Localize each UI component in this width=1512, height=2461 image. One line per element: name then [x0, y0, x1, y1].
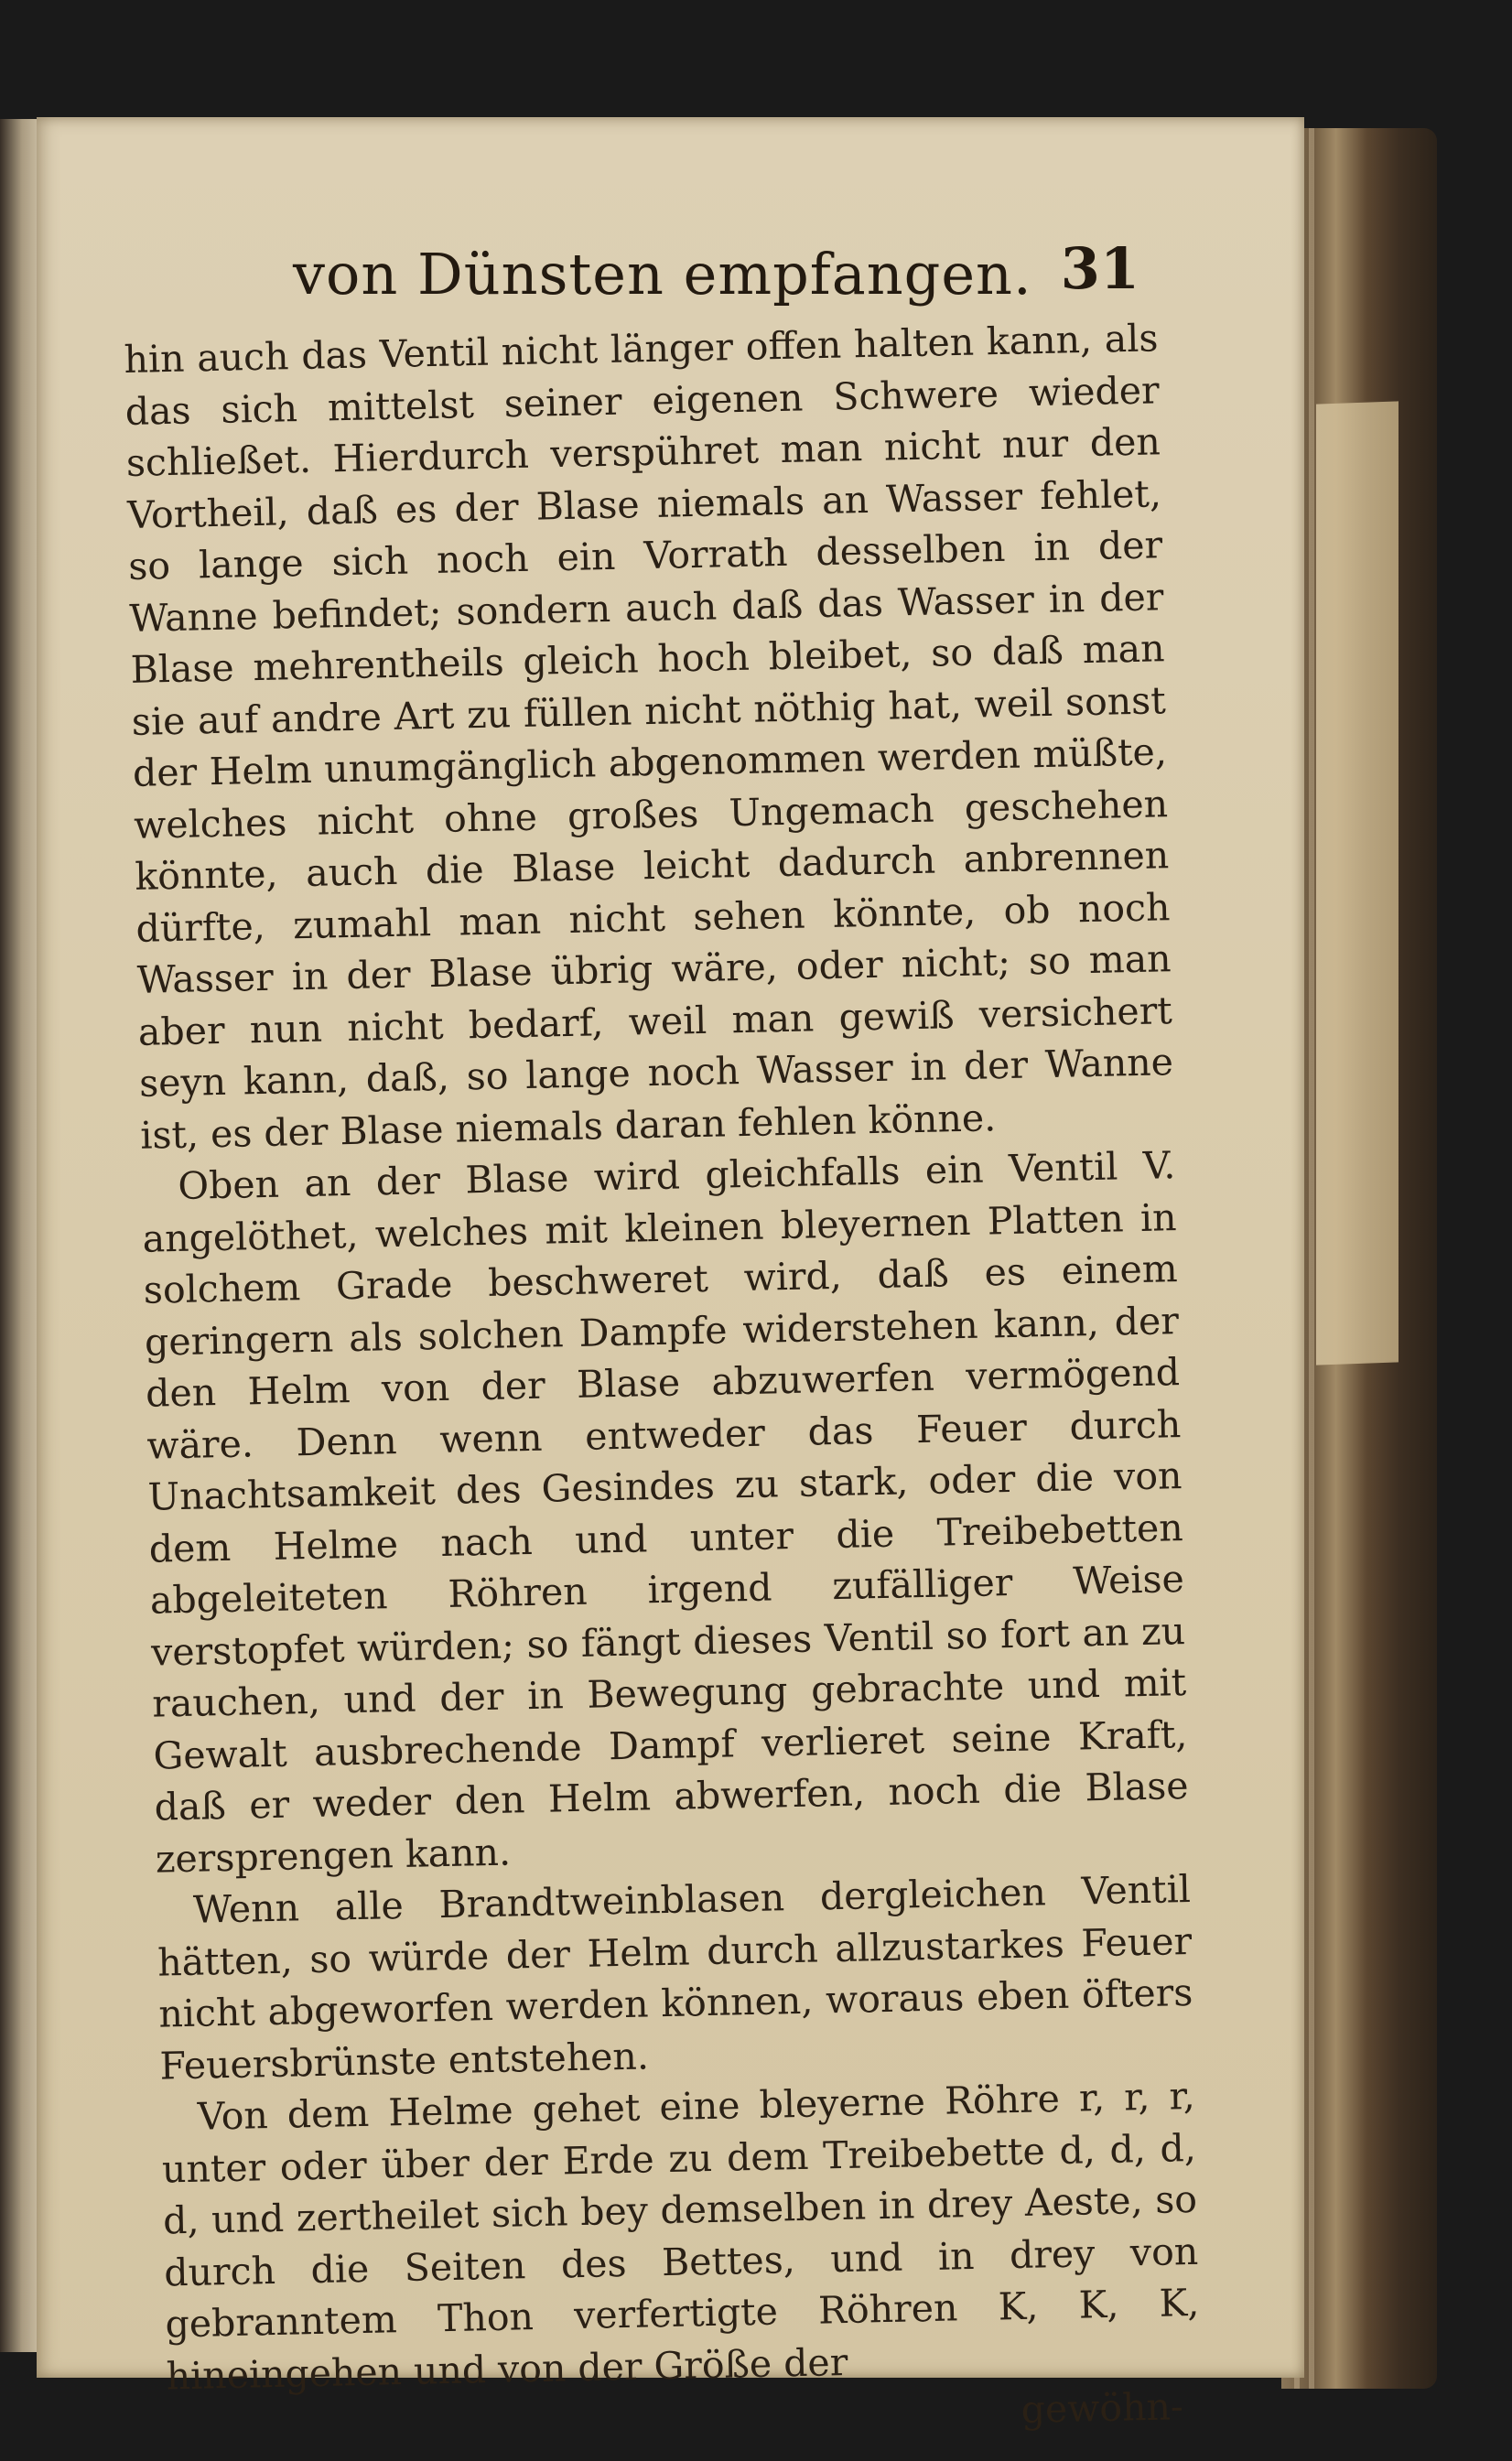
running-head: [124, 235, 1158, 323]
left-page-edge: [0, 119, 37, 2352]
paragraph-4: Von dem Helme gehet eine bleyerne Röhre r, r, r, unter oder über der Erde zu dem Treibebette d, d, d, d, und zertheilet sich bey demselben in drey Aeste, so durch die Seiten des Bettes, und in drey von gebranntem Thon verfertigte Röhren K, K, K, hineingehen und von der Größe der: [161, 2073, 1200, 2399]
paragraph-3: Wenn alle Brandtweinblasen dergleichen Ventil hätten, so würde der Helm durch allzustarkes Feuer nicht abgeworfen werden können, woraus eben öfters Feuersbrünste entstehen.: [157, 1866, 1193, 2089]
book-page: [37, 117, 1304, 2432]
paper-bookmark: [1316, 401, 1399, 1365]
body-text: [124, 312, 1202, 2453]
page-edge-strip: [1309, 128, 1314, 2389]
page-content: [124, 235, 1200, 2454]
running-title: von Dünsten empfangen.: [293, 241, 1032, 308]
paragraph-2: Oben an der Blase wird gleichfalls ein Ventil V. angelöthet, welches mit kleinen bleyernen Platten in solchem Grade beschweret wird, daß es einem geringern als solchen Dampfe widerstehen kann, der den Helm von der Blase abzuwerfen vermögend wäre. Denn wenn entweder das Feuer durch Unachtsamkeit des Gesindes zu stark, oder die von dem Helme nach und unter die Treibebetten abgeleiteten Röhren irgend zufälliger Weise verstopfet würden; so fängt dieses Ventil so fort an zu rauchen, und der in Bewegung gebrachte und mit Gewalt ausbrechende Dampf verlieret seine Kraft, daß er weder den Helm abwerfen, noch die Blase zersprengen kann.: [142, 1143, 1189, 1882]
page-number: 31: [1060, 235, 1139, 302]
paragraph-1: hin auch das Ventil nicht länger offen halten kann, als das sich mittelst seiner eigenen Schwere wieder schließet. Hierdurch verspühret man nicht nur den Vortheil, daß es der Blase niemals an Wasser fehlet, so lange sich noch ein Vorrath desselben in der Wanne befindet; sondern auch daß das Wasser in der Blase mehrentheils gleich hoch bleibet, so daß man sie auf andre Art zu füllen nicht nöthig hat, weil sonst der Helm unumgänglich abgenommen werden müßte, welches nicht ohne großes Ungemach geschehen könnte, auch die Blase leicht dadurch anbrennen dürfte, zumahl man nicht sehen könnte, ob noch Wasser in der Blase übrig wäre, oder nicht; so man aber nun nicht bedarf, weil man gewiß versichert seyn kann, daß, so lange noch Wasser in der Wanne ist, es der Blase niemals daran fehlen könne.: [124, 316, 1174, 1158]
book-fore-edge: [1281, 128, 1437, 2389]
catchword: gewöhn-: [1021, 2384, 1184, 2432]
